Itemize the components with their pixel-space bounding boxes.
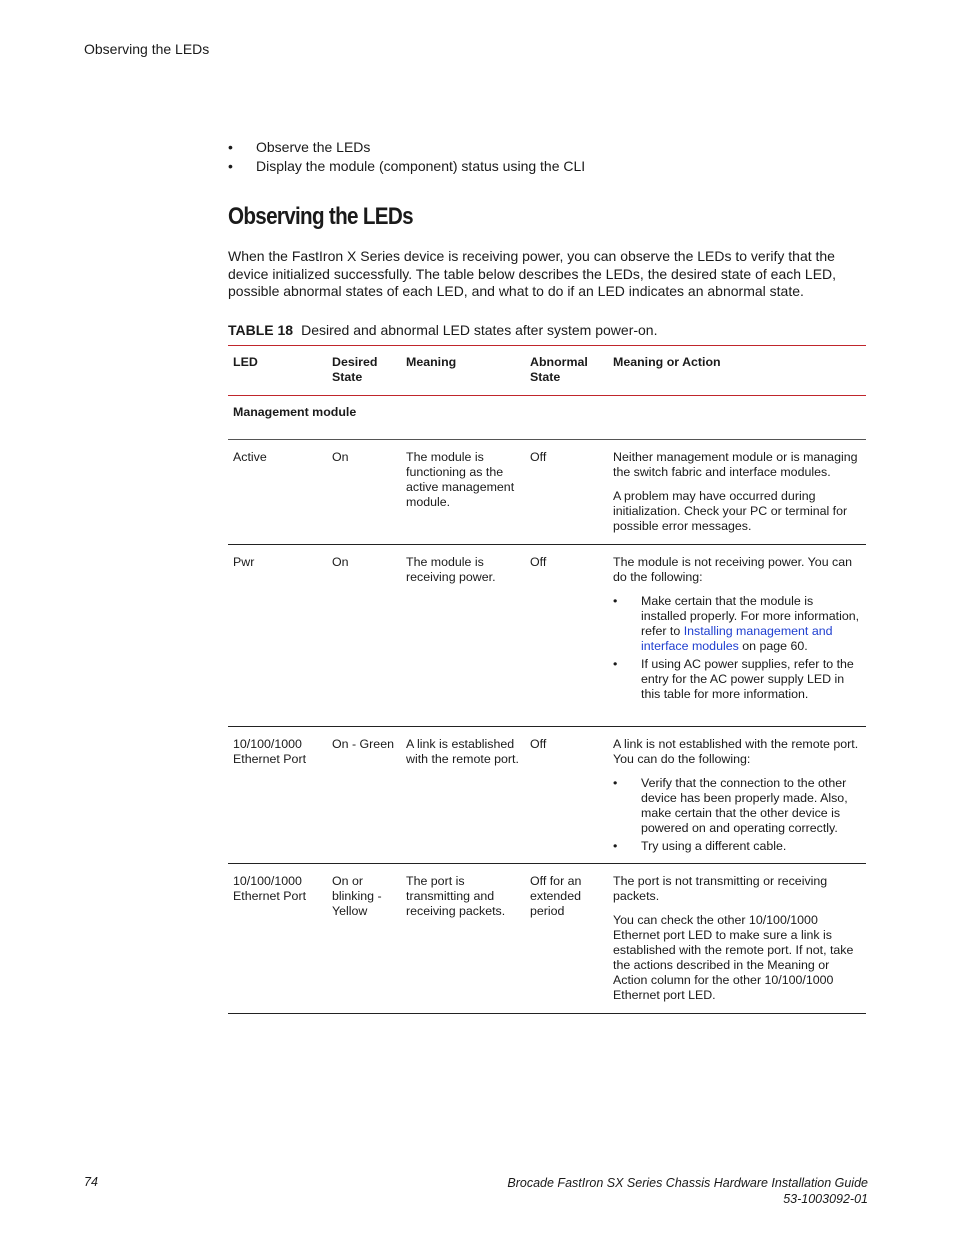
action-paragraph: You can check the other 10/100/1000 Ethernet port LED to make sure a link is established with the remote port. If not, take the actions described in the Meaning or Action column for the other 10/100/1000 Ethernet port LED. bbox=[613, 913, 854, 1002]
bullet-icon: • bbox=[613, 657, 618, 671]
running-head: Observing the LEDs bbox=[84, 41, 210, 57]
table-row bbox=[228, 440, 866, 545]
list-item bbox=[228, 157, 585, 176]
action-paragraph: A link is not established with the remote port. You can do the following: bbox=[613, 737, 859, 766]
list-item bbox=[613, 657, 861, 702]
action-cell bbox=[608, 874, 866, 1013]
section-title: Observing the LEDs bbox=[228, 203, 413, 230]
column-header-desired-state: Desired State bbox=[332, 355, 378, 384]
bullet-icon: • bbox=[228, 158, 233, 174]
installing-modules-link[interactable]: Installing management and interface modules bbox=[641, 624, 833, 653]
action-paragraph: The port is not transmitting or receiving packets. bbox=[613, 874, 828, 903]
table-row bbox=[228, 545, 866, 727]
column-header-meaning: Meaning bbox=[406, 355, 457, 369]
list-item-text: Make certain that the module is installed properly. For more information, refer to bbox=[641, 594, 860, 638]
desired-state-cell: On bbox=[332, 450, 349, 464]
intro-paragraph: When the FastIron X Series device is receiving power, you can observe the LEDs to verify that the device initialized successfully. The table below describes the LEDs, the desired state of each LED, possible abnormal states of each LED, and what to do if an LED indicates an abnormal state. bbox=[228, 248, 837, 299]
action-cell bbox=[608, 737, 866, 863]
abnormal-state-cell: Off bbox=[530, 555, 547, 569]
action-bullet-list bbox=[613, 594, 861, 702]
led-cell: 10/100/1000 Ethernet Port bbox=[233, 874, 307, 903]
led-cell: 10/100/1000 Ethernet Port bbox=[233, 737, 307, 766]
desired-state-cell: On - Green bbox=[332, 737, 394, 751]
footer-doc-number: 53-1003092-01 bbox=[783, 1192, 868, 1206]
meaning-cell: A link is established with the remote port. bbox=[406, 737, 519, 766]
intro-bullet-list bbox=[228, 138, 585, 176]
table-header-row bbox=[228, 345, 866, 396]
list-item-text: Observe the LEDs bbox=[256, 139, 371, 155]
list-item bbox=[613, 594, 861, 654]
bullet-icon: • bbox=[613, 839, 618, 853]
list-item bbox=[613, 776, 861, 836]
table-row bbox=[228, 727, 866, 864]
meaning-cell: The module is functioning as the active management module. bbox=[406, 450, 515, 509]
bullet-icon: • bbox=[613, 594, 618, 608]
bullet-icon: • bbox=[613, 776, 618, 790]
column-header-meaning-or-action: Meaning or Action bbox=[613, 355, 721, 369]
action-cell bbox=[608, 555, 866, 726]
action-paragraph: Neither management module or is managing the switch fabric and interface modules. bbox=[613, 450, 858, 479]
bullet-icon: • bbox=[228, 139, 233, 155]
footer-doc-title: Brocade FastIron SX Series Chassis Hardware Installation Guide bbox=[507, 1176, 868, 1190]
column-header-led: LED bbox=[233, 355, 258, 369]
table-number: TABLE 18 bbox=[228, 322, 294, 338]
led-cell: Active bbox=[233, 450, 267, 464]
meaning-cell: The module is receiving power. bbox=[406, 555, 496, 584]
abnormal-state-cell: Off for an extended period bbox=[530, 874, 582, 918]
page-reference: on page 60. bbox=[738, 639, 808, 653]
footer-doc-info bbox=[507, 1175, 868, 1207]
column-header-abnormal-state: Abnormal State bbox=[530, 355, 588, 384]
action-paragraph: A problem may have occurred during initialization. Check your PC or terminal for possible error messages. bbox=[613, 489, 848, 533]
action-bullet-list bbox=[613, 776, 861, 854]
list-item bbox=[613, 839, 861, 854]
led-state-table bbox=[228, 345, 866, 1014]
abnormal-state-cell: Off bbox=[530, 450, 547, 464]
desired-state-cell: On bbox=[332, 555, 349, 569]
list-item-text: Try using a different cable. bbox=[641, 839, 787, 853]
group-label-management-module: Management module bbox=[228, 396, 866, 440]
table-row bbox=[228, 864, 866, 1014]
desired-state-cell: On or blinking - Yellow bbox=[332, 874, 382, 918]
action-cell bbox=[608, 450, 866, 544]
table-caption-text: Desired and abnormal LED states after system power-on. bbox=[301, 322, 658, 338]
list-item-text: If using AC power supplies, refer to the entry for the AC power supply LED in this table for more information. bbox=[641, 657, 854, 701]
meaning-cell: The port is transmitting and receiving packets. bbox=[406, 874, 506, 918]
list-item-text: Verify that the connection to the other device has been properly made. Also, make certain that the other device is powered on and operating correctly. bbox=[641, 776, 848, 835]
abnormal-state-cell: Off bbox=[530, 737, 547, 751]
action-paragraph: The module is not receiving power. You can do the following: bbox=[613, 555, 853, 584]
list-item bbox=[228, 138, 585, 157]
led-cell: Pwr bbox=[233, 555, 255, 569]
page-number: 74 bbox=[84, 1175, 98, 1189]
table-caption bbox=[228, 322, 657, 338]
list-item-text: Display the module (component) status using the CLI bbox=[256, 158, 586, 174]
